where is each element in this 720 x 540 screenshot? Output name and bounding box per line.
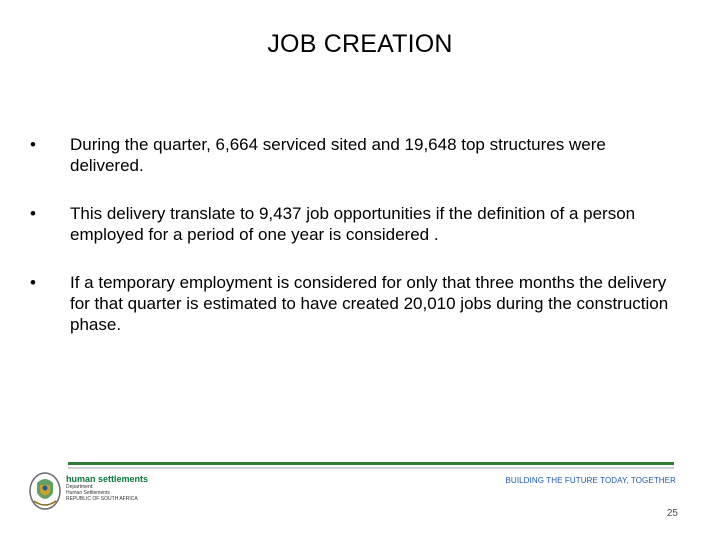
- bullet-text: This delivery translate to 9,437 job opportunities if the definition of a person employed for a period of one year is considered .: [70, 204, 636, 244]
- bullet-marker: •: [30, 204, 36, 223]
- slide-title: JOB CREATION: [267, 30, 453, 58]
- page-number: 25: [666, 508, 678, 519]
- bullet-item: [30, 272, 670, 335]
- department-name: human settlements: [66, 474, 149, 484]
- footer-tagline: BUILDING THE FUTURE TODAY, TOGETHER: [505, 476, 676, 485]
- department-line: REPUBLIC OF SOUTH AFRICA: [66, 496, 138, 502]
- bullet-item: [30, 203, 670, 245]
- bullet-text: If a temporary employment is considered for only that three months the delivery for that quarter is estimated to have created 20,010 jobs during the construction phase.: [70, 273, 669, 334]
- bullet-marker: •: [30, 273, 36, 292]
- department-line: Human Settlements: [66, 490, 110, 496]
- bullet-item: [30, 134, 670, 176]
- bullet-text: During the quarter, 6,664 serviced sited and 19,648 top structures were delivered.: [70, 135, 606, 175]
- bullet-marker: •: [30, 135, 36, 154]
- footer-grey-rule: [68, 467, 674, 469]
- coat-of-arms-icon: [28, 471, 62, 511]
- footer-green-rule: [68, 462, 674, 465]
- department-line: Department:: [66, 484, 94, 490]
- bullet-list: [30, 134, 670, 362]
- department-logo: [66, 474, 148, 502]
